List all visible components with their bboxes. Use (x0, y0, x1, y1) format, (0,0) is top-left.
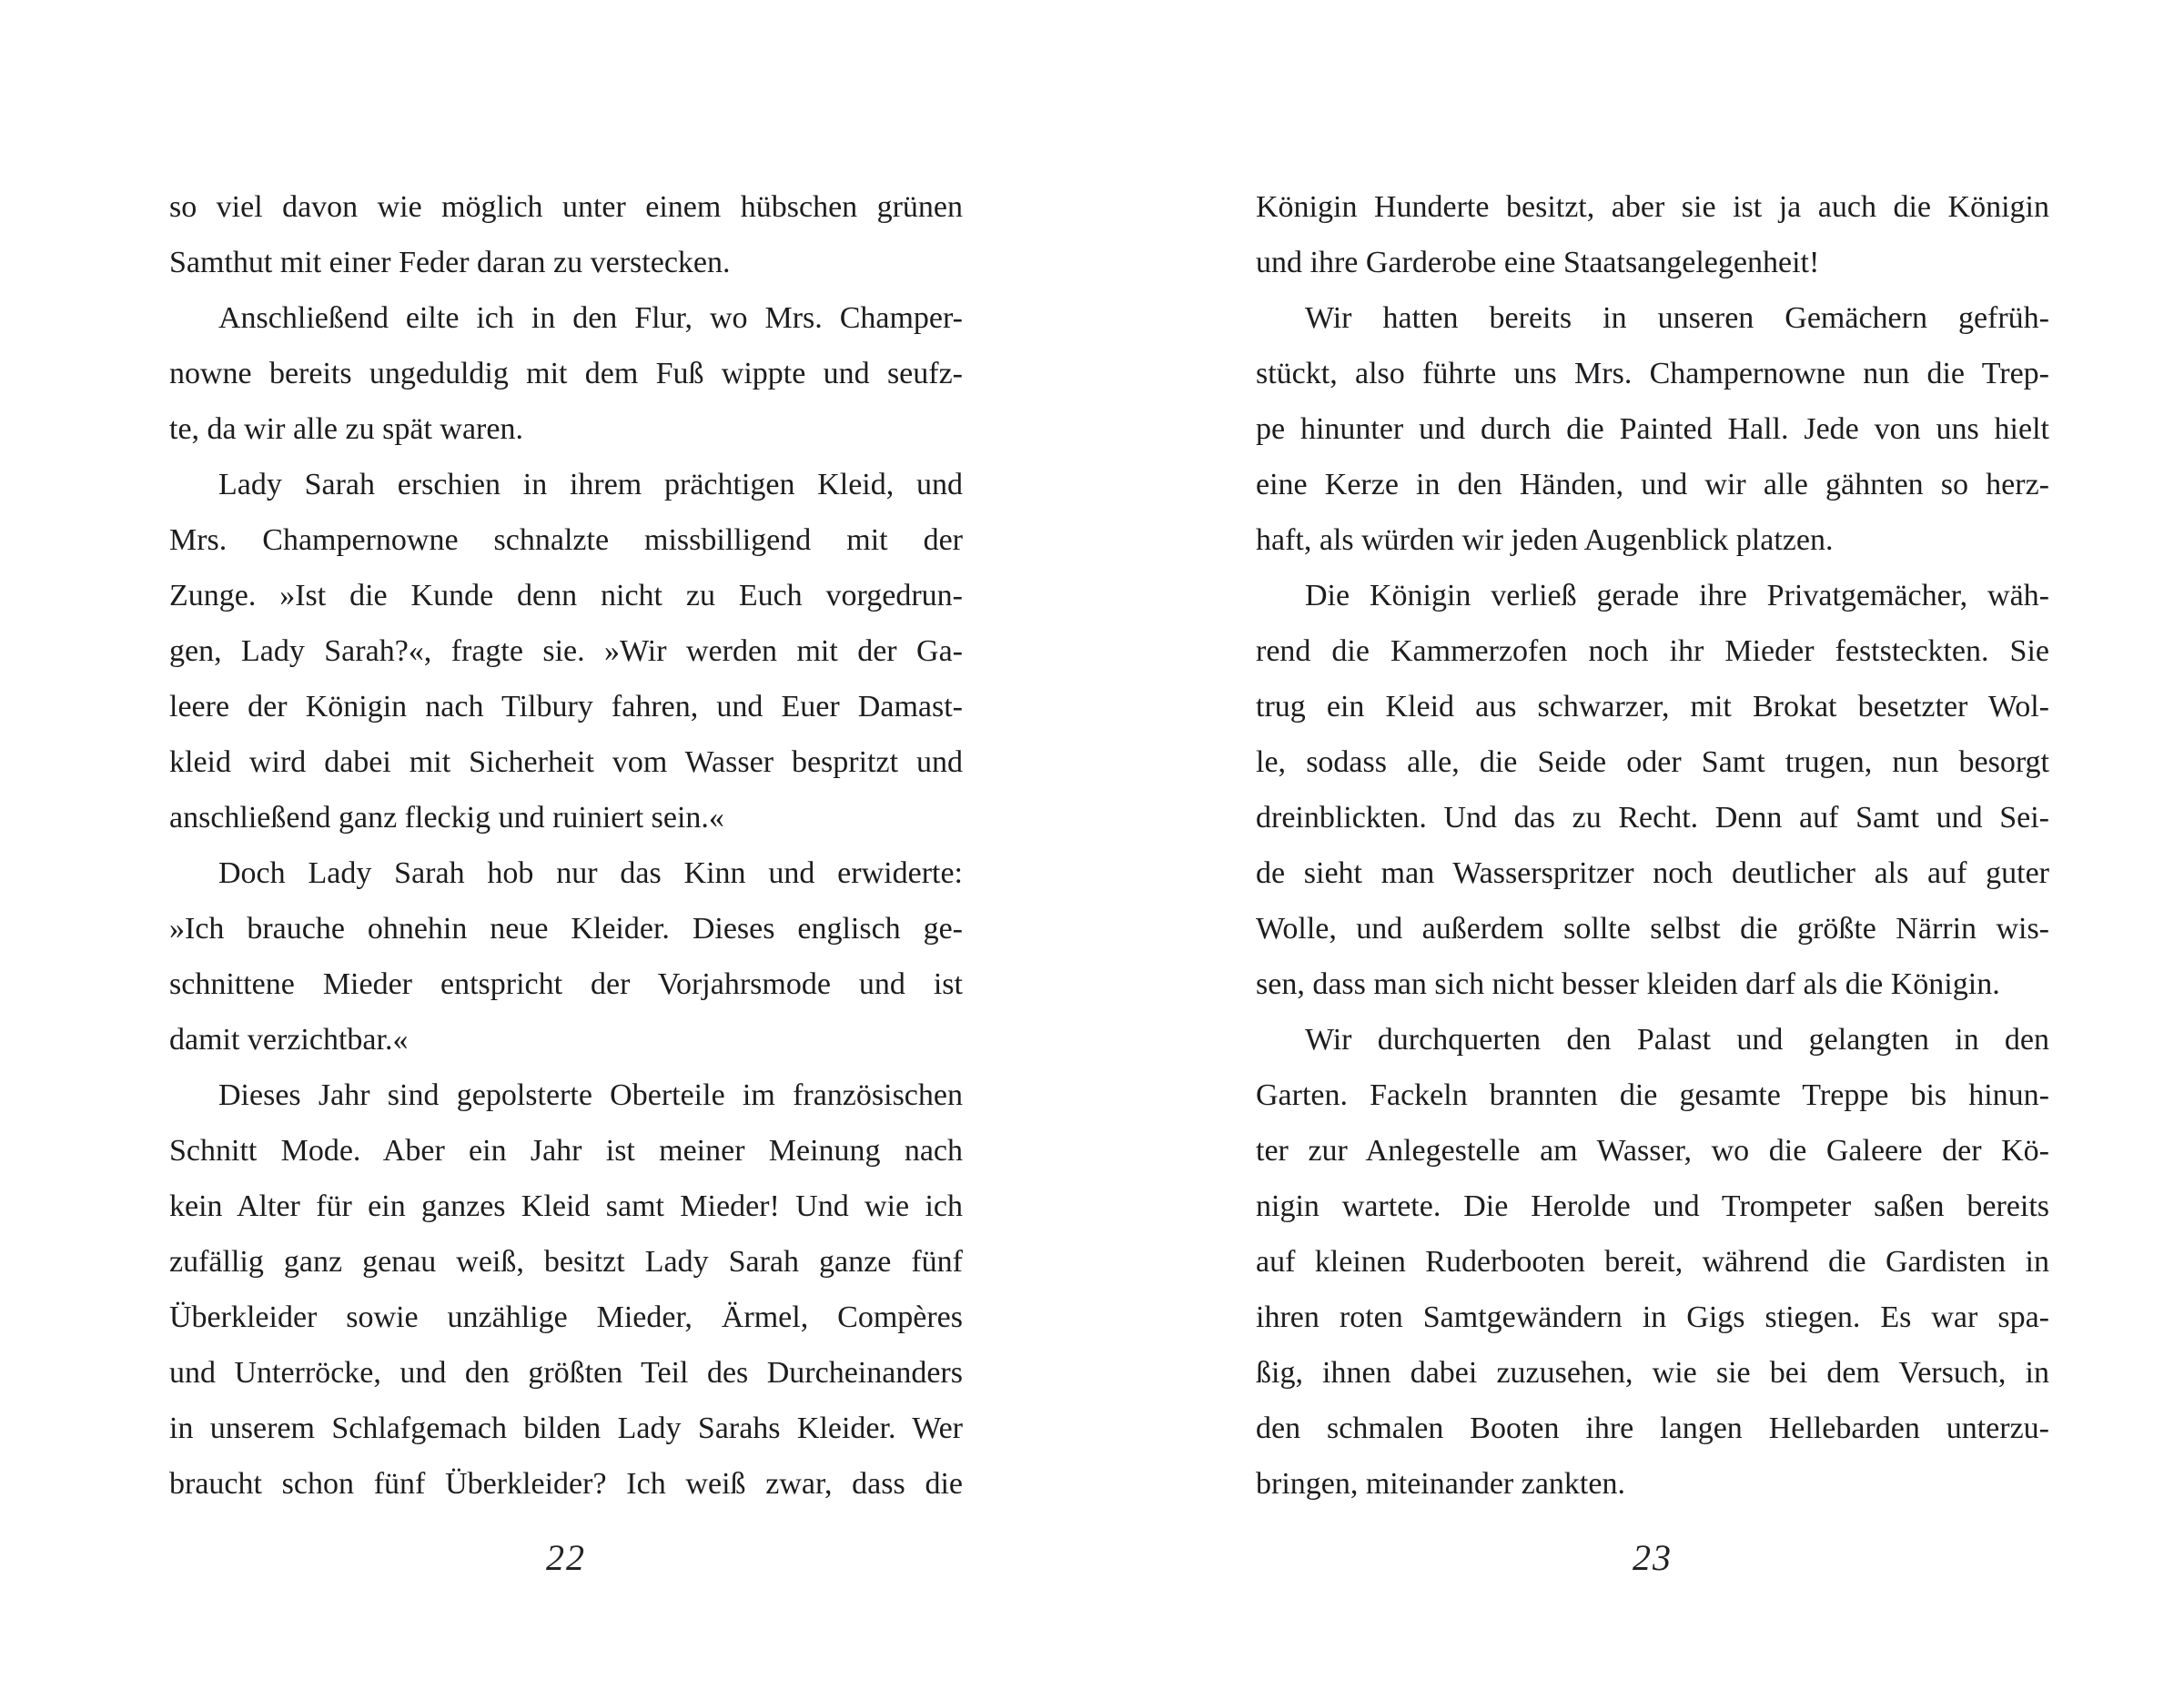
text-line: Samthut mit einer Feder daran zu verstecken. (169, 246, 731, 279)
text-line: eine Kerze in den Händen, und wir alle gähnten so herz- (1256, 468, 2049, 501)
text-line: Dieses Jahr sind gepolsterte Oberteile im französischen (218, 1078, 963, 1112)
text-line: Die Königin verließ gerade ihre Privatgemächer, wäh- (1305, 579, 2049, 612)
text-line: ßig, ihnen dabei zuzusehen, wie sie bei dem Versuch, in (1256, 1356, 2049, 1390)
text-line: nowne bereits ungeduldig mit dem Fuß wippte und seufz- (169, 357, 963, 390)
text-line: zufällig ganz genau weiß, besitzt Lady Sarah ganze fünf (169, 1245, 963, 1279)
text-line: nigin wartete. Die Herolde und Trompeter saßen bereits (1256, 1189, 2049, 1223)
paragraph (1256, 1012, 2049, 1512)
text-line: Wir hatten bereits in unseren Gemächern gefrüh- (1305, 301, 2049, 335)
text-line: in unserem Schlafgemach bilden Lady Sarahs Kleider. Wer (169, 1412, 963, 1445)
paragraph (1256, 290, 2049, 568)
text-line: Wir durchquerten den Palast und gelangten in den (1305, 1023, 2049, 1057)
text-line: Königin Hunderte besitzt, aber sie ist ja auch die Königin (1256, 190, 2049, 224)
paragraph (1256, 179, 2049, 290)
text-line: stückt, also führte uns Mrs. Champernowne nun die Trep- (1256, 357, 2049, 390)
text-line: leere der Königin nach Tilbury fahren, und Euer Damast- (169, 690, 963, 724)
text-line: Lady Sarah erschien in ihrem prächtigen Kleid, und (218, 468, 963, 501)
text-line: Zunge. »Ist die Kunde denn nicht zu Euch vorgedrun- (169, 579, 963, 612)
text-line: kein Alter für ein ganzes Kleid samt Mieder! Und wie ich (169, 1189, 963, 1223)
text-line: Überkleider sowie unzählige Mieder, Ärmel, Compères (169, 1300, 963, 1334)
text-line: trug ein Kleid aus schwarzer, mit Brokat besetzter Wol- (1256, 690, 2049, 724)
text-line: le, sodass alle, die Seide oder Samt trugen, nun besorgt (1256, 745, 2049, 779)
text-line: Wolle, und außerdem sollte selbst die größte Närrin wis- (1256, 912, 2049, 946)
page-right (1256, 0, 2049, 1700)
text-line: damit verzichtbar.« (169, 1023, 409, 1057)
paragraph (169, 457, 963, 845)
text-column-right (1256, 179, 2049, 1512)
text-line: haft, als würden wir jeden Augenblick platzen. (1256, 523, 1834, 557)
page-number-left: 22 (546, 1537, 586, 1578)
text-line: rend die Kammerzofen noch ihr Mieder feststeckten. Sie (1256, 634, 2049, 668)
text-line: und Unterröcke, und den größten Teil des Durcheinanders (169, 1356, 963, 1390)
paragraph (169, 1068, 963, 1512)
text-line: de sieht man Wasserspritzer noch deutlicher als auf guter (1256, 856, 2049, 890)
text-line: gen, Lady Sarah?«, fragte sie. »Wir werden mit der Ga- (169, 634, 963, 668)
text-line: und ihre Garderobe eine Staatsangelegenheit! (1256, 246, 1820, 279)
text-line: bringen, miteinander zankten. (1256, 1467, 1625, 1501)
text-line: pe hinunter und durch die Painted Hall. Jede von uns hielt (1256, 412, 2049, 446)
paragraph (169, 290, 963, 457)
text-line: dreinblickten. Und das zu Recht. Denn auf Samt und Sei- (1256, 801, 2049, 835)
text-line: anschließend ganz fleckig und ruiniert sein.« (169, 801, 724, 835)
text-column-left (169, 179, 963, 1512)
text-line: auf kleinen Ruderbooten bereit, während die Gardisten in (1256, 1245, 2049, 1279)
text-line: so viel davon wie möglich unter einem hübschen grünen (169, 190, 963, 224)
text-line: sen, dass man sich nicht besser kleiden darf als die Königin. (1256, 967, 2000, 1001)
text-line: Anschließend eilte ich in den Flur, wo Mrs. Champer- (218, 301, 963, 335)
paragraph (169, 845, 963, 1068)
text-line: ihren roten Samtgewändern in Gigs stiegen. Es war spa- (1256, 1300, 2049, 1334)
paragraph (1256, 568, 2049, 1012)
text-line: Schnitt Mode. Aber ein Jahr ist meiner Meinung nach (169, 1134, 963, 1168)
text-line: »Ich brauche ohnehin neue Kleider. Dieses englisch ge- (169, 912, 963, 946)
text-line: te, da wir alle zu spät waren. (169, 412, 523, 446)
text-line: schnittene Mieder entspricht der Vorjahrsmode und ist (169, 967, 963, 1001)
page-left (169, 0, 963, 1700)
text-line: ter zur Anlegestelle am Wasser, wo die Galeere der Kö- (1256, 1134, 2049, 1168)
paragraph (169, 179, 963, 290)
text-line: Doch Lady Sarah hob nur das Kinn und erwiderte: (218, 856, 963, 890)
text-line: Garten. Fackeln brannten die gesamte Treppe bis hinun- (1256, 1078, 2049, 1112)
text-line: den schmalen Booten ihre langen Hellebarden unterzu- (1256, 1412, 2049, 1445)
text-line: Mrs. Champernowne schnalzte missbilligend mit der (169, 523, 963, 557)
text-line: kleid wird dabei mit Sicherheit vom Wasser bespritzt und (169, 745, 963, 779)
page-number-right: 23 (1633, 1537, 1673, 1578)
text-line: braucht schon fünf Überkleider? Ich weiß zwar, dass die (169, 1467, 963, 1501)
